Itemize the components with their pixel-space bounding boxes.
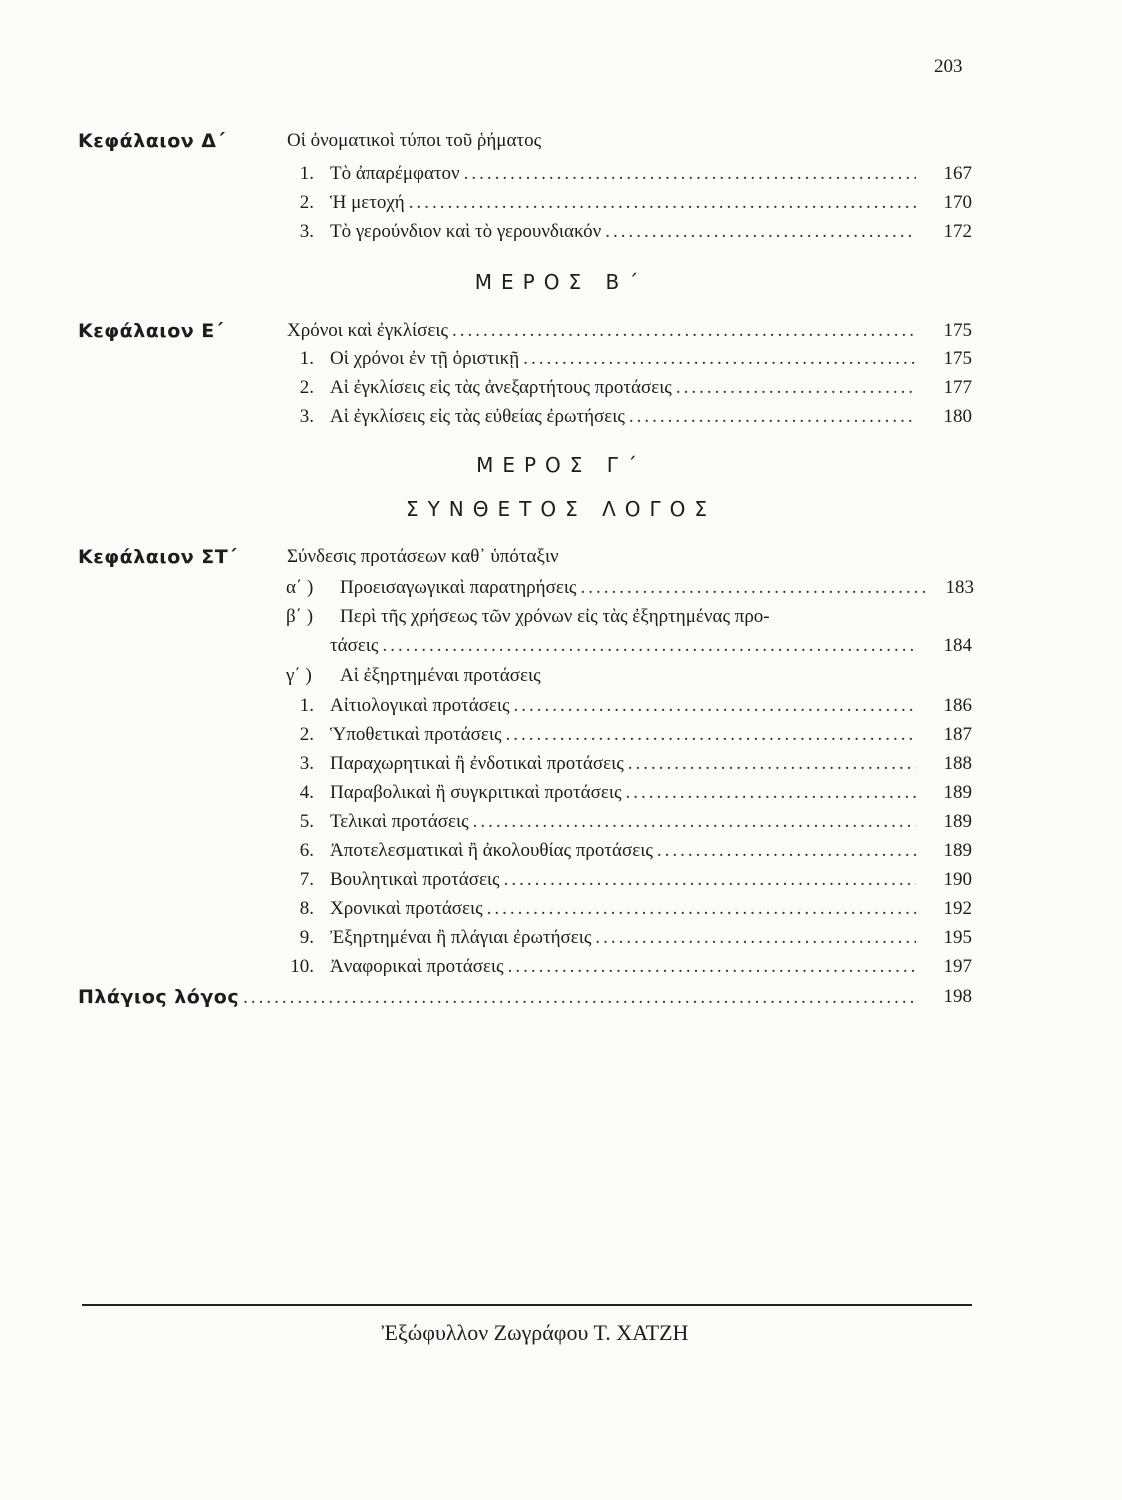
entry-leader bbox=[287, 320, 916, 342]
entry-page: 183 bbox=[945, 577, 974, 598]
entry-leader bbox=[330, 348, 916, 370]
toc-entry bbox=[0, 840, 1122, 870]
entry-page: 170 bbox=[943, 192, 972, 213]
entry-number: 5. bbox=[299, 811, 314, 832]
entry-text: Ἀναφορικαὶ προτάσεις bbox=[330, 956, 504, 977]
entry-page: 198 bbox=[943, 986, 972, 1007]
entry-page: 186 bbox=[943, 695, 972, 716]
entry-text: Βουλητικαὶ προτάσεις bbox=[330, 869, 500, 890]
entry-number: 2. bbox=[299, 377, 314, 398]
entry-page: 167 bbox=[943, 163, 972, 184]
part-b-heading: ΜΕΡΟΣ Β΄ bbox=[474, 270, 648, 294]
entry-number: γ΄ ) bbox=[286, 665, 312, 686]
entry-number: 2. bbox=[299, 192, 314, 213]
entry-page: 175 bbox=[943, 320, 972, 341]
chapter-title: Χρόνοι καὶ ἐγκλίσεις bbox=[287, 320, 449, 341]
entry-page: 189 bbox=[943, 782, 972, 803]
toc-entry-continued bbox=[0, 635, 1122, 665]
entry-leader bbox=[330, 840, 916, 862]
entry-number: 4. bbox=[299, 782, 314, 803]
toc-entry bbox=[0, 665, 1122, 695]
entry-text: τάσεις bbox=[330, 635, 379, 656]
entry-number: 6. bbox=[299, 840, 314, 861]
entry-page: 175 bbox=[943, 348, 972, 369]
toc-entry bbox=[0, 869, 1122, 899]
entry-text: Χρονικαὶ προτάσεις bbox=[330, 898, 483, 919]
entry-number: 7. bbox=[299, 869, 314, 890]
entry-leader bbox=[330, 869, 916, 891]
chapter-st-heading bbox=[0, 546, 1122, 576]
entry-leader bbox=[330, 377, 916, 399]
entry-leader bbox=[330, 163, 916, 185]
entry-leader bbox=[330, 753, 916, 775]
entry-number: 9. bbox=[299, 927, 314, 948]
entry-page: 172 bbox=[943, 221, 972, 242]
entry-text: Παραβολικαὶ ἢ συγκριτικαὶ προτάσεις bbox=[330, 782, 622, 803]
entry-text: Τελικαὶ προτάσεις bbox=[330, 811, 469, 832]
toc-entry bbox=[0, 898, 1122, 928]
entry-number: 10. bbox=[290, 956, 314, 977]
chapter-title: Οἱ ὀνοματικοὶ τύποι τοῦ ῥήματος bbox=[287, 130, 542, 151]
entry-text: Ἐξηρτημέναι ἢ πλάγιαι ἐρωτήσεις bbox=[330, 927, 592, 948]
entry-page: 180 bbox=[943, 406, 972, 427]
entry-number: α΄ ) bbox=[286, 577, 314, 598]
entry-text: Αἰτιολογικαὶ προτάσεις bbox=[330, 695, 510, 716]
plagios-heading bbox=[0, 986, 1122, 1016]
footer-rule bbox=[82, 1304, 972, 1306]
toc-entry bbox=[0, 163, 1122, 193]
entry-number: 3. bbox=[299, 406, 314, 427]
entry-number: 1. bbox=[299, 695, 314, 716]
toc-entry bbox=[0, 348, 1122, 378]
page-number: 203 bbox=[934, 56, 963, 77]
entry-number: β΄ ) bbox=[286, 606, 314, 627]
toc-entry bbox=[0, 927, 1122, 957]
entry-text: Αἱ ἐγκλίσεις εἰς τὰς ἀνεξαρτήτους προτάσεις bbox=[330, 377, 672, 398]
entry-page: 192 bbox=[943, 898, 972, 919]
entry-number: 1. bbox=[299, 163, 314, 184]
entry-number: 3. bbox=[299, 753, 314, 774]
entry-text: Αἱ ἐγκλίσεις εἰς τὰς εὐθείας ἐρωτήσεις bbox=[330, 406, 625, 427]
entry-text: Περὶ τῆς χρήσεως τῶν χρόνων εἰς τὰς ἐξηρτημένας προ- bbox=[340, 606, 770, 627]
entry-text: Παραχωρητικαὶ ἢ ἐνδοτικαὶ προτάσεις bbox=[330, 753, 624, 774]
entry-text: Τὸ γερούνδιον καὶ τὸ γερουνδιακόν bbox=[330, 221, 602, 242]
toc-entry bbox=[0, 724, 1122, 754]
toc-entry bbox=[0, 782, 1122, 812]
entry-leader bbox=[330, 782, 916, 804]
entry-leader bbox=[330, 811, 916, 833]
entry-leader bbox=[330, 406, 916, 428]
cover-credit: Ἐξώφυλλον Ζωγράφου Τ. ΧΑΤΖΗ bbox=[381, 1320, 689, 1345]
entry-page: 188 bbox=[943, 753, 972, 774]
toc-entry bbox=[0, 606, 1122, 636]
chapter-e-heading bbox=[0, 320, 1122, 350]
toc-entry bbox=[0, 221, 1122, 251]
entry-text: Ἀποτελεσματικαὶ ἢ ἀκολουθίας προτάσεις bbox=[330, 840, 653, 861]
entry-text: Ὑποθετικαὶ προτάσεις bbox=[330, 724, 502, 745]
entry-leader bbox=[330, 221, 916, 243]
entry-page: 195 bbox=[943, 927, 972, 948]
toc-entry bbox=[0, 811, 1122, 841]
chapter-d-heading bbox=[0, 130, 1122, 160]
entry-leader bbox=[340, 577, 930, 599]
chapter-label: Κεφάλαιον ΣΤ΄ bbox=[78, 546, 238, 568]
entry-leader bbox=[330, 898, 916, 920]
toc-entry bbox=[0, 192, 1122, 222]
entry-leader bbox=[330, 956, 916, 978]
entry-text: Ἡ μετοχή bbox=[330, 192, 405, 213]
toc-entry bbox=[0, 377, 1122, 407]
chapter-label: Κεφάλαιον Δ΄ bbox=[78, 130, 226, 152]
entry-text: Αἱ ἐξηρτημέναι προτάσεις bbox=[340, 665, 541, 686]
entry-page: 184 bbox=[943, 635, 972, 656]
entry-leader bbox=[330, 192, 916, 214]
part-c-subtitle: ΣΥΝΘΕΤΟΣ ΛΟΓΟΣ bbox=[405, 497, 717, 521]
entry-leader bbox=[330, 635, 916, 657]
entry-text: Τὸ ἀπαρέμφατον bbox=[330, 163, 460, 184]
plagios-label: Πλάγιος λόγος bbox=[78, 986, 240, 1008]
toc-entry bbox=[0, 406, 1122, 436]
entry-leader bbox=[330, 724, 916, 746]
entry-number: 8. bbox=[299, 898, 314, 919]
toc-entry bbox=[0, 956, 1122, 986]
entry-number: 2. bbox=[299, 724, 314, 745]
entry-page: 190 bbox=[943, 869, 972, 890]
entry-page: 187 bbox=[943, 724, 972, 745]
part-c-heading: ΜΕΡΟΣ Γ΄ bbox=[476, 453, 646, 477]
entry-page: 189 bbox=[943, 840, 972, 861]
chapter-title: Σύνδεσις προτάσεων καθ᾽ ὑπόταξιν bbox=[287, 546, 559, 567]
entry-leader bbox=[330, 927, 916, 949]
toc-entry bbox=[0, 695, 1122, 725]
entry-text: Προεισαγωγικαὶ παρατηρήσεις bbox=[340, 577, 577, 598]
toc-entry bbox=[0, 753, 1122, 783]
entry-number: 3. bbox=[299, 221, 314, 242]
toc-entry bbox=[0, 577, 1122, 607]
entry-leader bbox=[330, 695, 916, 717]
entry-leader bbox=[78, 986, 916, 1009]
entry-page: 177 bbox=[943, 377, 972, 398]
chapter-label: Κεφάλαιον Ε΄ bbox=[78, 320, 224, 342]
entry-page: 189 bbox=[943, 811, 972, 832]
entry-number: 1. bbox=[299, 348, 314, 369]
entry-text: Οἱ χρόνοι ἐν τῇ ὁριστικῇ bbox=[330, 348, 520, 369]
entry-page: 197 bbox=[943, 956, 972, 977]
